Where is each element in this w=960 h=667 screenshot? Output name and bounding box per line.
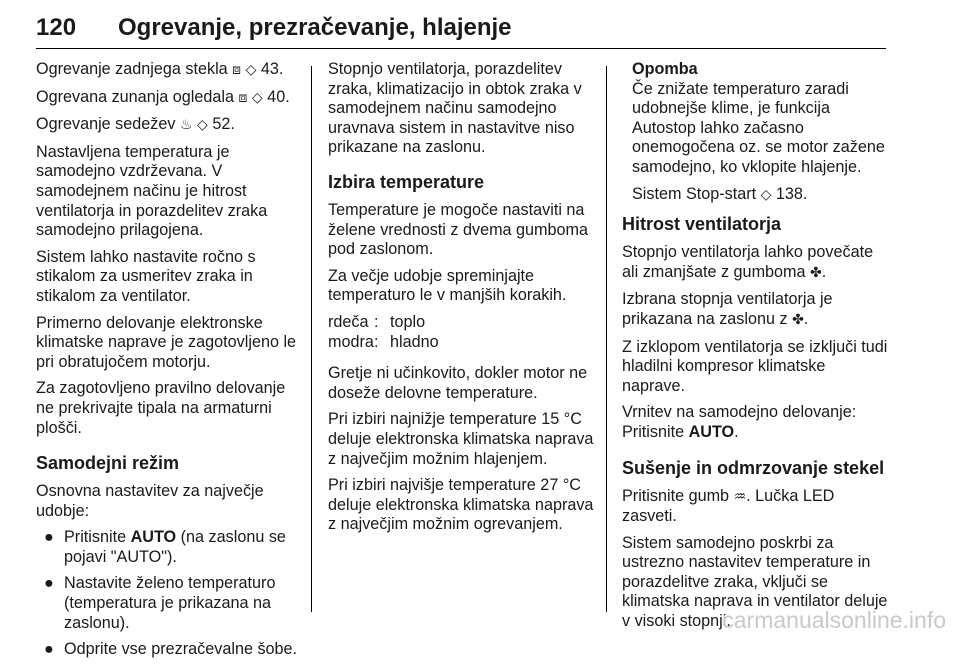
note-title: Opomba <box>632 60 698 78</box>
fan-icon: ✤ <box>792 311 804 328</box>
note-text: Če znižate temperaturo zaradi udobnejše klime, je funkcija Autostop lahko začasno onemogočena oz. se motor zažene samodejno, ko vklopite hlajenje. <box>632 79 885 176</box>
table-row: modra : hladno <box>328 332 439 351</box>
paragraph: Sistem lahko nastavite ročno s stikalom za usmeritev zraka in stikalom za ventilator. <box>36 247 256 305</box>
paragraph: Primerno delovanje elektronske klimatske naprave je zagotovljeno le pri obratujočem motorju. <box>36 313 297 371</box>
page-ref-icon: ◇ <box>245 62 257 78</box>
paragraph: Pritisnite gumb ♒. Lučka LED zasveti. <box>622 486 835 526</box>
watermark: carmanualsonline.info <box>722 607 946 633</box>
header-rule <box>36 48 886 49</box>
page-header <box>36 0 886 52</box>
paragraph: Vrnitev na samodejno delovanje: Pritisnite AUTO. <box>622 403 857 441</box>
paragraph: Sistem samodejno poskrbi za ustrezno nastavitev temperature in porazdelitve zraka, vključi se klimatska naprava in ventilator deluje v visoki stopnji. <box>622 533 888 631</box>
note-ref: Sistem Stop-start ◇ 138. <box>632 184 808 203</box>
column-1 <box>36 60 298 667</box>
list-item: ● Nastavite želeno temperaturo (temperatura je prikazana na zaslonu). <box>44 574 276 632</box>
color-legend-table <box>328 313 439 352</box>
column-divider-1 <box>311 66 312 612</box>
paragraph: Gretje ni učinkovito, dokler motor ne doseže delovne temperature. <box>328 364 588 402</box>
section-heading-temperature: Izbira temperature <box>328 171 485 192</box>
bullet-icon: ● <box>44 528 54 547</box>
section-heading-defrost: Sušenje in odmrzovanje stekel <box>622 457 885 478</box>
paragraph: Pri izbiri najnižje temperature 15 °C deluje elektronska klimatska naprava z največjim možnim hlajenjem. <box>328 410 594 468</box>
auto-steps-list <box>36 528 298 660</box>
rear-window-ref: Ogrevanje zadnjega stekla ⧈ ◇ 43. <box>36 60 284 78</box>
note-box <box>622 60 890 205</box>
paragraph: Nastavljena temperatura je samodejno vzdrževana. V samodejnem načinu je hitrost ventilatorja in porazdelitev zraka samodejno prilagojena. <box>36 142 268 240</box>
paragraph: Pri izbiri najvišje temperature 27 °C deluje elektronska klimatska naprava z največjim možnim ogrevanjem. <box>328 476 594 534</box>
table-row: rdeča : toplo <box>328 312 426 331</box>
bullet-icon: ● <box>44 574 54 593</box>
bullet-icon: ● <box>44 640 54 659</box>
paragraph: Za večje udobje spreminjajte temperaturo le v manjših korakih. <box>328 266 567 305</box>
section-heading-fan: Hitrost ventilatorja <box>622 214 782 235</box>
seat-heat-icon: ♨ <box>179 117 193 134</box>
fan-icon: ✤ <box>810 264 822 281</box>
section-heading-auto: Samodejni režim <box>36 453 180 474</box>
page-number: 120 <box>36 14 77 41</box>
column-3 <box>622 60 890 639</box>
defrost-icon: ♒ <box>733 488 747 505</box>
paragraph: Stopnjo ventilatorja, porazdelitev zraka, klimatizacijo in obtok zraka v samodejnem načinu samodejno uravnava sistem in nastavitve niso prikazane na zaslonu. <box>328 60 582 157</box>
chapter-title: Ogrevanje, prezračevanje, hlajenje <box>118 14 512 41</box>
paragraph: Izbrana stopnja ventilatorja je prikazana na zaslonu z ✤. <box>622 290 833 328</box>
paragraph: Temperature je mogoče nastaviti na želene vrednosti z dvema gumboma pod zaslonom. <box>328 200 589 259</box>
rear-window-heat-icon: ⧈ <box>232 62 242 78</box>
paragraph: Z izklopom ventilatorja se izključi tudi hladilni kompresor klimatske naprave. <box>622 337 888 395</box>
page-ref-icon: ◇ <box>760 186 772 203</box>
rear-window-heat-icon: ⧈ <box>238 89 248 106</box>
page-ref-icon: ◇ <box>251 89 263 106</box>
page-ref-icon: ◇ <box>197 117 208 134</box>
mirrors-ref: Ogrevana zunanja ogledala ⧈ ◇ 40. <box>36 87 290 106</box>
paragraph: Stopnjo ventilatorja lahko povečate ali zmanjšate z gumboma ✤. <box>622 243 874 281</box>
paragraph: Osnovna nastavitev za največje udobje: <box>36 482 264 520</box>
list-item: ● Pritisnite AUTO (na zaslonu se pojavi "AUTO"). <box>44 528 286 566</box>
list-item: ● Odprite vse prezračevalne šobe. <box>44 640 298 659</box>
seats-ref: Ogrevanje sedežev ♨ ◇ 52. <box>36 115 235 134</box>
column-divider-2 <box>606 66 607 612</box>
paragraph: Za zagotovljeno pravilno delovanje ne prekrivajte tipala na armaturni plošči. <box>36 379 286 437</box>
column-2 <box>328 60 596 542</box>
